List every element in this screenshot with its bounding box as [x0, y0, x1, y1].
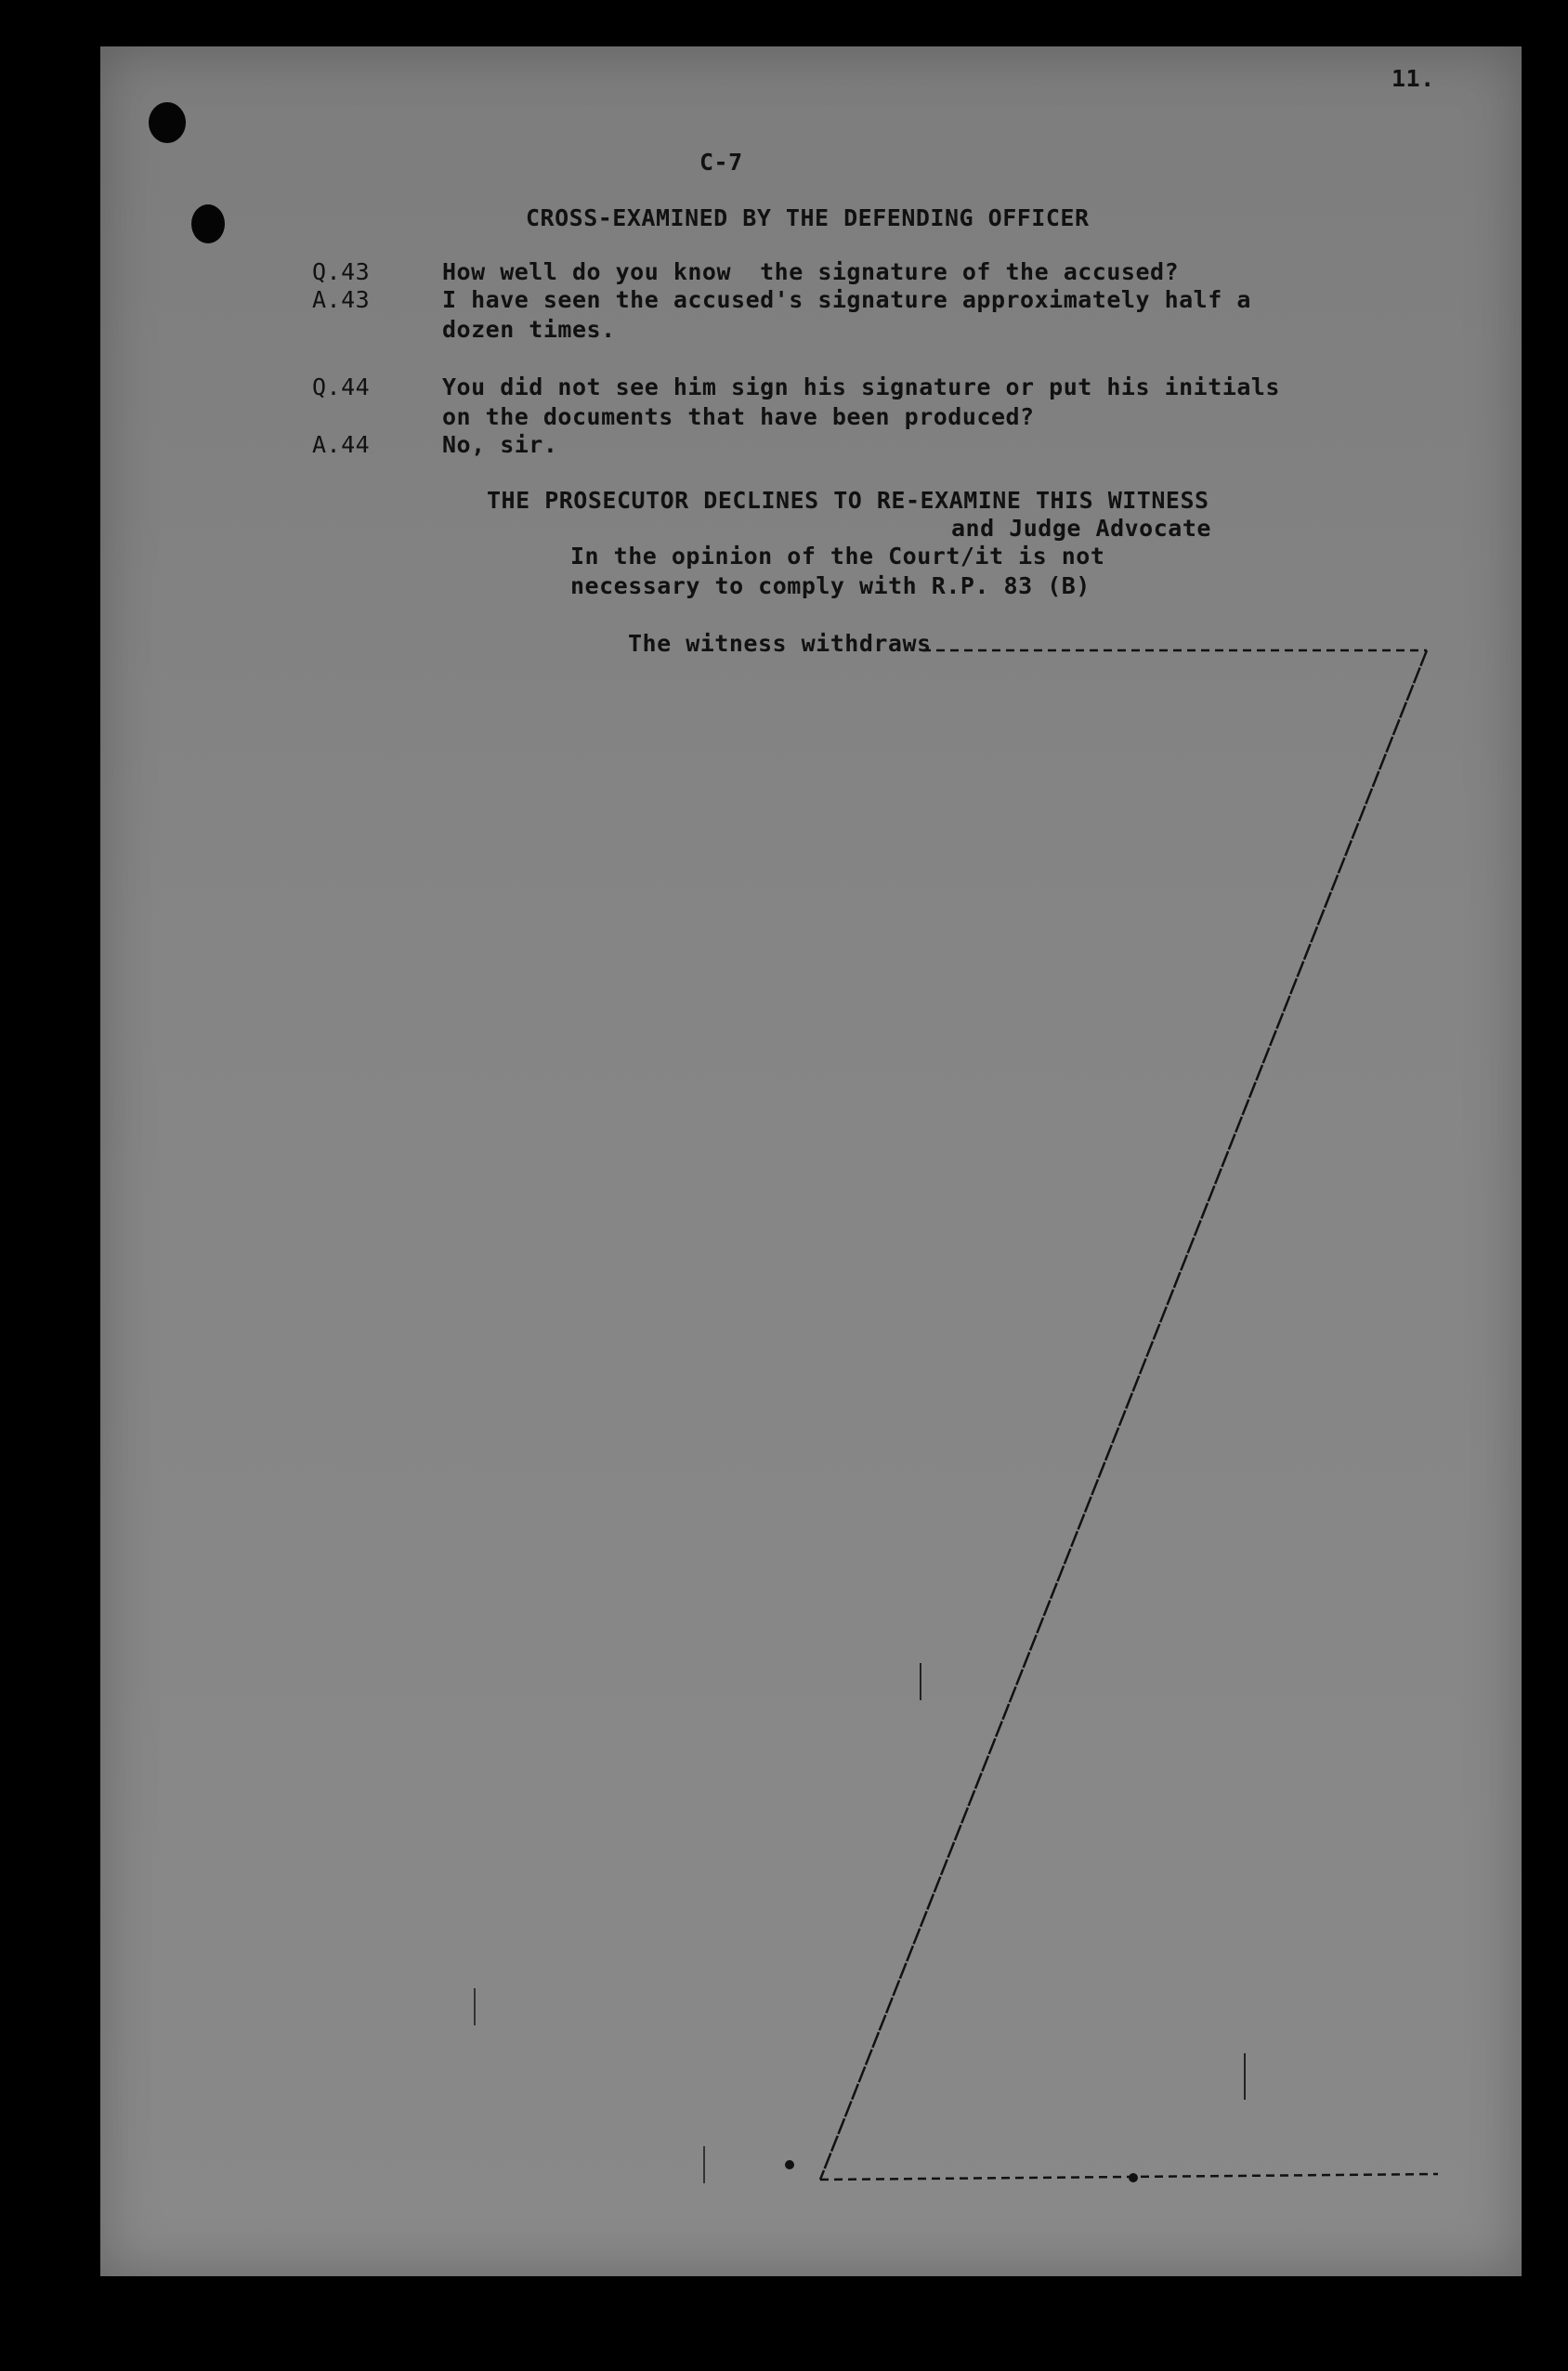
section-heading: CROSS-EXAMINED BY THE DEFENDING OFFICER [526, 204, 1090, 231]
opinion-line-2: necessary to comply with R.P. 83 (B) [570, 572, 1091, 599]
qa-label-a44: A.44 [312, 431, 371, 458]
qa-text-q44-line1: You did not see him sign his signature or put his initials [442, 373, 1280, 400]
witness-withdraws: The witness withdraws [628, 630, 932, 657]
qa-text-a44: No, sir. [442, 431, 558, 458]
document-page [100, 46, 1522, 2276]
qa-text-a43-line1: I have seen the accused's signature approximately half a [442, 286, 1251, 313]
qa-label-q43: Q.43 [312, 258, 371, 285]
page-code: C-7 [699, 149, 743, 176]
qa-text-q44-line2: on the documents that have been produced? [442, 403, 1035, 430]
qa-label-q44: Q.44 [312, 373, 371, 400]
diagonal-line [820, 650, 1427, 2180]
page-number: 11. [1392, 65, 1435, 92]
qa-text-a43-line2: dozen times. [442, 316, 616, 343]
qa-text-q43: How well do you know the signature of the accused? [442, 258, 1180, 285]
prosecutor-note: THE PROSECUTOR DECLINES TO RE-EXAMINE THIS WITNESS [487, 487, 1209, 514]
ink-dot [785, 2160, 794, 2169]
opinion-line-1: In the opinion of the Court/it is not [570, 543, 1105, 570]
closing-lines [100, 46, 1522, 2276]
qa-label-a43: A.43 [312, 286, 371, 313]
inserted-text: and Judge Advocate [951, 515, 1211, 542]
ink-dot [1129, 2173, 1138, 2182]
